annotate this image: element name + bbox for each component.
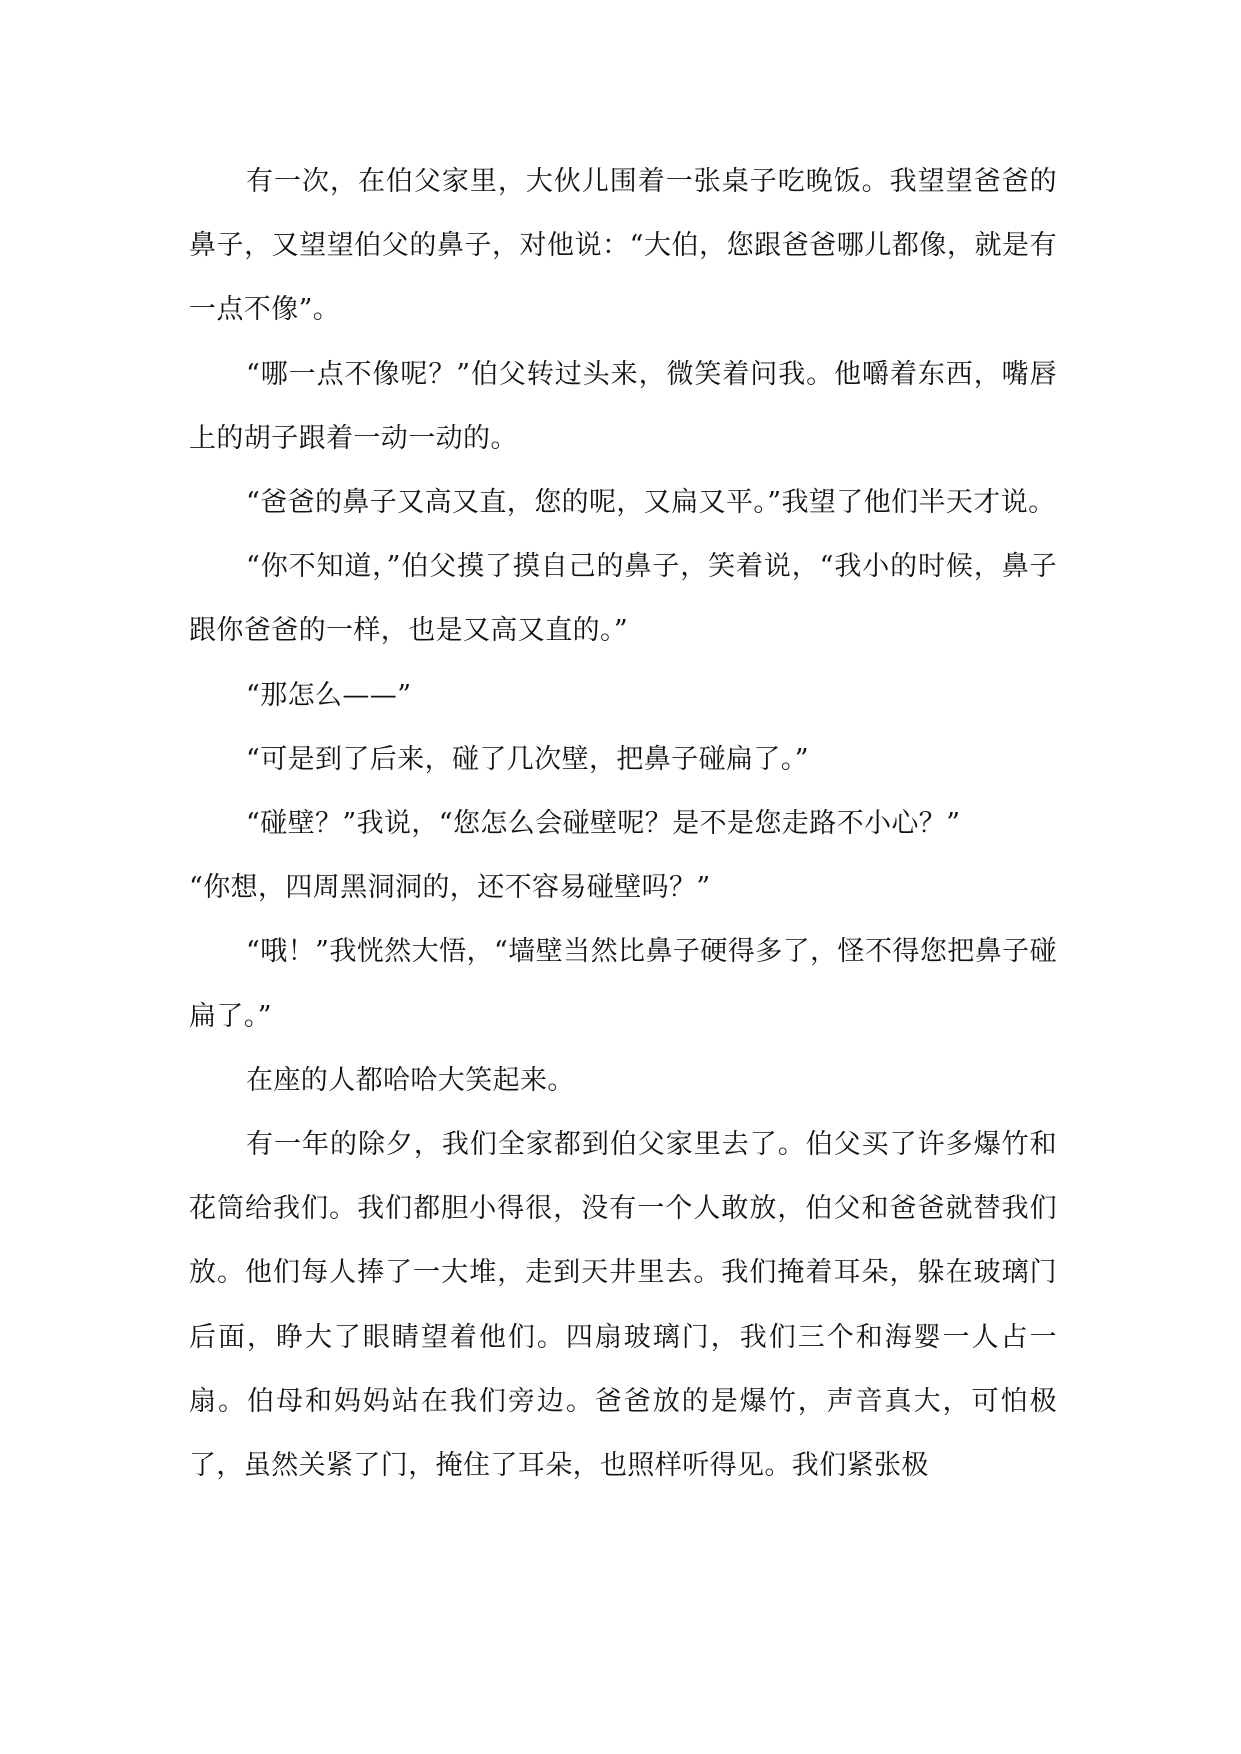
paragraph: “你想，四周黑洞洞的，还不容易碰壁吗？”	[189, 872, 711, 904]
paragraph: “可是到了后来，碰了几次壁，把鼻子碰扁了。”	[246, 743, 809, 775]
paragraph: “爸爸的鼻子又高又直，您的呢，又扁又平。”我望了他们半天才说。	[246, 487, 1056, 519]
paragraph: “你不知道，”伯父摸了摸自己的鼻子，笑着说，“我小的时候，鼻子跟你爸爸的一样，也是又高又直的。”	[189, 551, 1057, 647]
paragraph: “那怎么——”	[246, 679, 412, 711]
paragraph: 有一年的除夕，我们全家都到伯父家里去了。伯父买了许多爆竹和花筒给我们。我们都胆小得很，没有一个人敢放，伯父和爸爸就替我们放。他们每人捧了一大堆，走到天井里去。我们掩着耳朵，躲在玻璃门后面，睁大了眼睛望着他们。四扇玻璃门，我们三个和海婴一人占一扇。伯母和妈妈站在我们旁边。爸爸放的是爆竹，声音真大，可怕极了，虽然关紧了门，掩住了耳朵，也照样听得见。我们紧张极	[189, 1129, 1057, 1482]
document-body	[189, 150, 1057, 1498]
paragraph: “碰壁？”我说，“您怎么会碰壁呢？是不是您走路不小心？”	[246, 808, 961, 840]
paragraph: 在座的人都哈哈大笑起来。	[246, 1064, 575, 1096]
paragraph: 有一次，在伯父家里，大伙儿围着一张桌子吃晚饭。我望望爸爸的鼻子，又望望伯父的鼻子，对他说：“大伯，您跟爸爸哪儿都像，就是有一点不像”。	[189, 166, 1057, 326]
paragraph: “哪一点不像呢？”伯父转过头来，微笑着问我。他嚼着东西，嘴唇上的胡子跟着一动一动的。	[189, 358, 1057, 454]
paragraph: “哦！”我恍然大悟，“墙壁当然比鼻子硬得多了，怪不得您把鼻子碰扁了。”	[189, 936, 1057, 1032]
